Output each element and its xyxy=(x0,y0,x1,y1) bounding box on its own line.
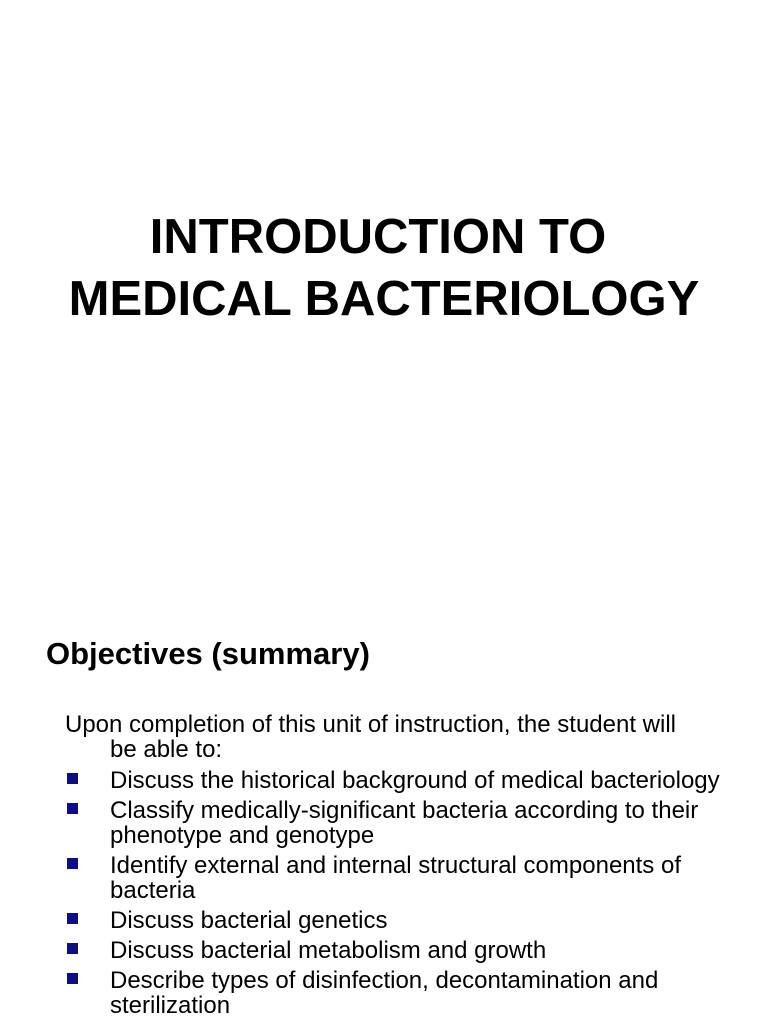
objectives-intro: Upon completion of this unit of instruction, the student will be able to: xyxy=(65,711,676,763)
square-bullet-icon xyxy=(67,973,78,984)
objective-text: Discuss bacterial metabolism and growth xyxy=(110,937,547,964)
objective-text: Discuss the historical background of medical bacteriology xyxy=(110,767,720,794)
square-bullet-icon xyxy=(67,773,78,784)
objectives-list xyxy=(65,768,725,1023)
page-title xyxy=(0,206,768,330)
title-line-1: INTRODUCTION TO xyxy=(149,210,607,264)
objectives-heading: Objectives (summary) xyxy=(46,636,370,671)
title-line-2: MEDICAL BACTERIOLOGY xyxy=(68,272,700,326)
square-bullet-icon xyxy=(67,943,78,954)
list-item xyxy=(65,853,725,903)
square-bullet-icon xyxy=(67,858,78,869)
square-bullet-icon xyxy=(67,913,78,924)
square-bullet-icon xyxy=(67,803,78,814)
list-item xyxy=(65,768,725,793)
objectives-slide xyxy=(0,596,768,1024)
objective-text: Discuss bacterial genetics xyxy=(110,907,388,934)
objective-text: Describe types of disinfection, decontamination and sterilization xyxy=(110,967,659,1019)
objective-text: Classify medically-significant bacteria according to their phenotype and genotype xyxy=(110,797,699,849)
list-item xyxy=(65,908,725,933)
list-item xyxy=(65,968,725,1018)
list-item xyxy=(65,798,725,848)
list-item xyxy=(65,938,725,963)
objective-text: Identify external and internal structural components of bacteria xyxy=(110,852,681,904)
